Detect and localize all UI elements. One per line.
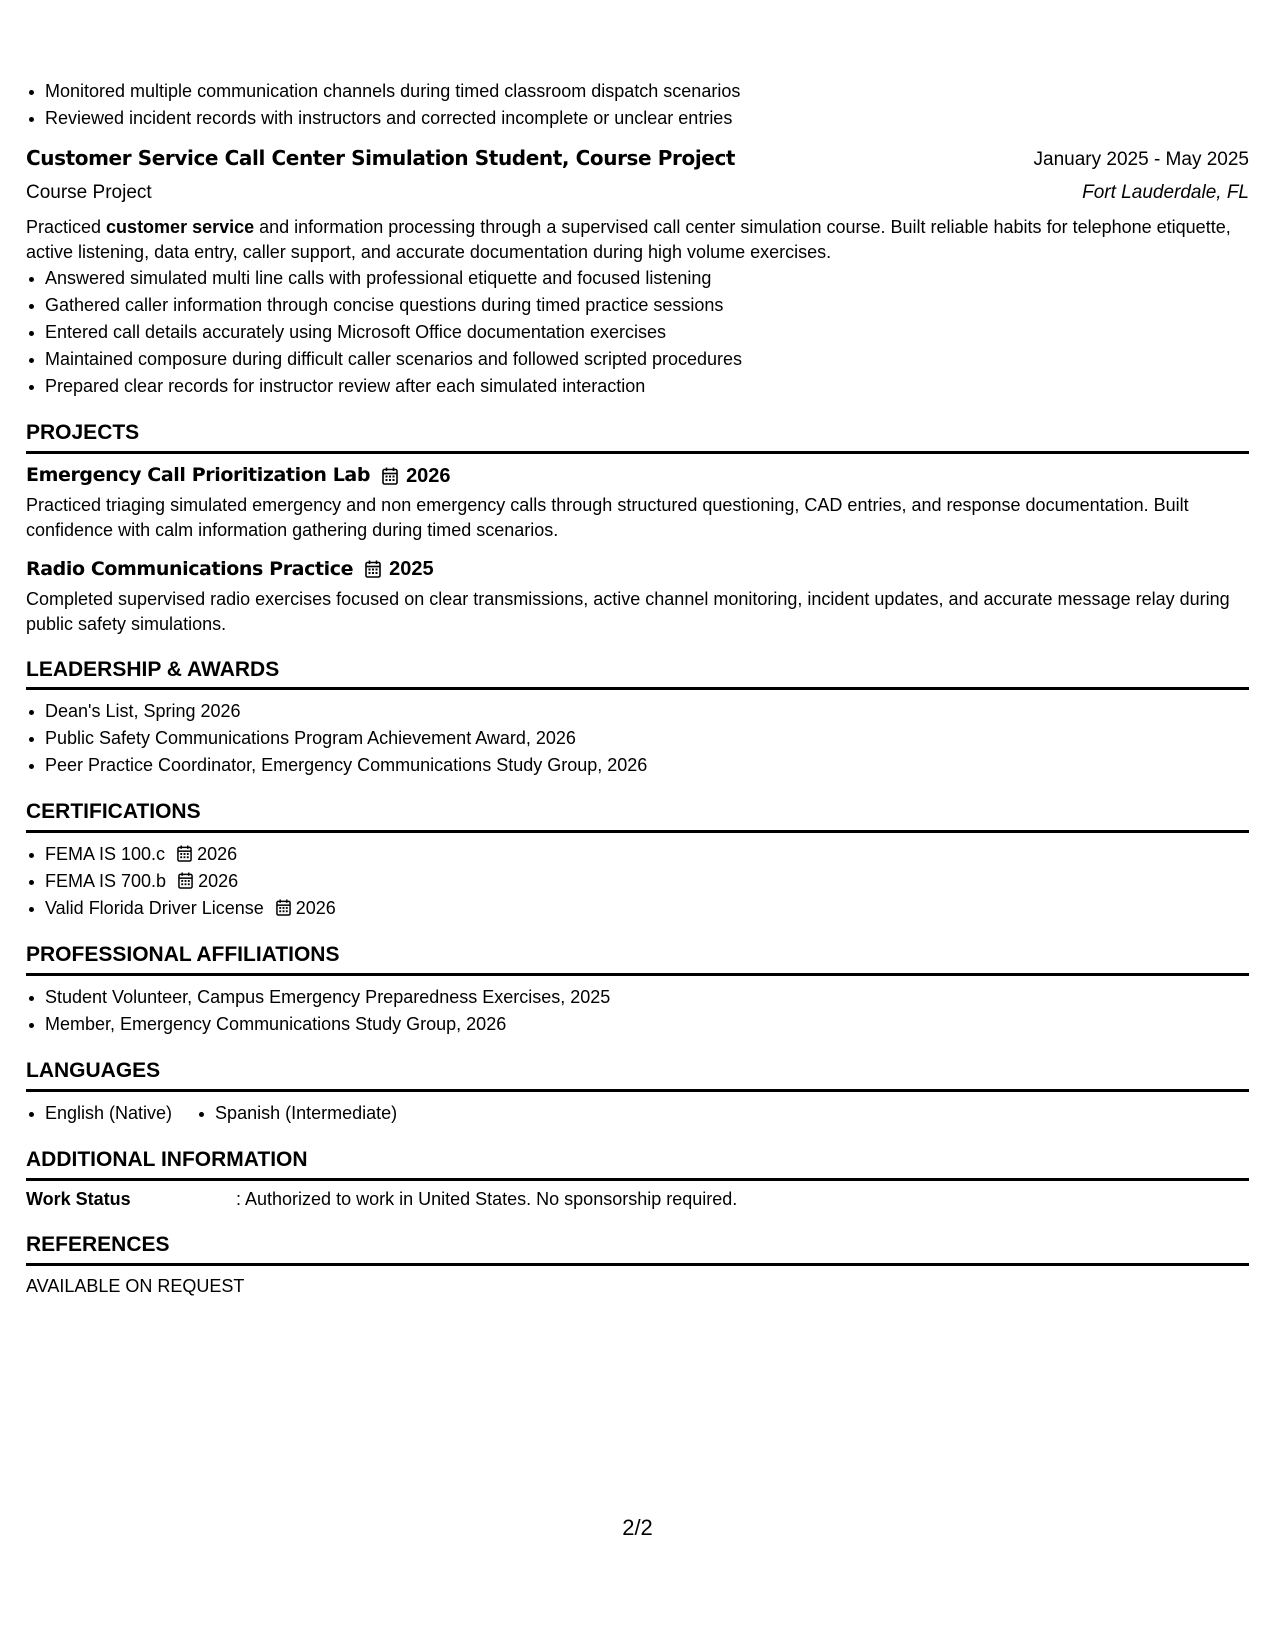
section-heading-certifications: CERTIFICATIONS bbox=[26, 797, 1249, 833]
leadership-list bbox=[26, 698, 1249, 779]
certification-year: 2026 bbox=[197, 844, 238, 865]
project-name: Radio Communications Practice bbox=[26, 557, 354, 580]
list-item: Student Volunteer, Campus Emergency Preparedness Exercises, 2025 bbox=[26, 984, 1249, 1011]
list-item: Peer Practice Coordinator, Emergency Communications Study Group, 2026 bbox=[26, 752, 1249, 779]
job-organization: Course Project bbox=[26, 181, 152, 203]
affiliations-list bbox=[26, 984, 1249, 1038]
work-status-value: : Authorized to work in United States. No sponsorship required. bbox=[236, 1188, 738, 1209]
section-heading-languages: LANGUAGES bbox=[26, 1056, 1249, 1092]
job-subheader bbox=[26, 180, 1249, 207]
list-item: English (Native) bbox=[26, 1100, 172, 1127]
references-text: AVAILABLE ON REQUEST bbox=[26, 1275, 245, 1296]
languages-list bbox=[26, 1100, 1249, 1127]
section-heading-leadership: LEADERSHIP & AWARDS bbox=[26, 655, 1249, 691]
job-dates: January 2025 - May 2025 bbox=[1033, 149, 1249, 170]
project-name: Emergency Call Prioritization Lab bbox=[26, 464, 371, 487]
job-summary bbox=[26, 215, 1249, 265]
project-header bbox=[26, 555, 1249, 583]
project-description: Completed supervised radio exercises focused on clear transmissions, active channel monitoring, incident updates, and accurate message relay during public safety simulations. bbox=[26, 588, 1230, 634]
calendar-icon bbox=[178, 870, 193, 887]
list-item: Public Safety Communications Program Achievement Award, 2026 bbox=[26, 725, 1249, 752]
list-item: Answered simulated multi line calls with professional etiquette and focused listening bbox=[26, 265, 1249, 292]
list-item: Dean's List, Spring 2026 bbox=[26, 698, 1249, 725]
certification-name: FEMA IS 700.b bbox=[45, 871, 167, 892]
section-heading-additional-information: ADDITIONAL INFORMATION bbox=[26, 1145, 1249, 1181]
list-item: Reviewed incident records with instructors and corrected incomplete or unclear entries bbox=[26, 105, 1249, 132]
calendar-icon bbox=[382, 467, 398, 485]
calendar-icon bbox=[276, 897, 291, 914]
page-number: 2/2 bbox=[622, 1515, 653, 1540]
job-summary-prefix: Practiced bbox=[26, 216, 107, 237]
list-item: Maintained composure during difficult caller scenarios and followed scripted procedures bbox=[26, 346, 1249, 373]
list-item: Spanish (Intermediate) bbox=[196, 1100, 397, 1127]
certification-name: FEMA IS 100.c bbox=[45, 844, 166, 865]
work-status-label: Work Status bbox=[26, 1188, 131, 1209]
list-item: Member, Emergency Communications Study Group, 2026 bbox=[26, 1011, 1249, 1038]
job-title: Customer Service Call Center Simulation Student, Course Project bbox=[26, 146, 736, 170]
certification-year: 2026 bbox=[198, 871, 239, 892]
section-heading-affiliations: PROFESSIONAL AFFILIATIONS bbox=[26, 940, 1249, 976]
list-item: Gathered caller information through concise questions during timed practice sessions bbox=[26, 292, 1249, 319]
section-heading-projects: PROJECTS bbox=[26, 418, 1249, 454]
previous-job-bullets bbox=[26, 78, 1249, 132]
certification-year: 2026 bbox=[295, 898, 336, 919]
list-item bbox=[26, 868, 1249, 895]
list-item: Monitored multiple communication channels during timed classroom dispatch scenarios bbox=[26, 78, 1249, 105]
section-heading-references: REFERENCES bbox=[26, 1230, 1249, 1266]
list-item: Entered call details accurately using Microsoft Office documentation exercises bbox=[26, 319, 1249, 346]
job-summary-suffix: and information processing through a supervised call center simulation course. Built reliable habits for telephone etiquette, active listening, data entry, caller support, and accurate documentation during high volume exercises. bbox=[26, 216, 1231, 262]
project-description: Practiced triaging simulated emergency and non emergency calls through structured questioning, CAD entries, and response documentation. Built confidence with calm information gathering during timed scenarios. bbox=[26, 495, 1189, 541]
job-bullets bbox=[26, 265, 1249, 400]
list-item bbox=[26, 895, 1249, 922]
certification-name: Valid Florida Driver License bbox=[45, 898, 264, 919]
project-year: 2025 bbox=[389, 558, 434, 581]
work-status-row bbox=[26, 1187, 1249, 1213]
list-item: Prepared clear records for instructor review after each simulated interaction bbox=[26, 373, 1249, 400]
resume-page bbox=[26, 78, 1249, 1300]
project-year: 2026 bbox=[406, 464, 451, 487]
calendar-icon bbox=[177, 843, 192, 860]
job-entry bbox=[26, 144, 1249, 400]
project-header bbox=[26, 462, 1249, 490]
job-location: Fort Lauderdale, FL bbox=[1082, 181, 1249, 203]
calendar-icon bbox=[365, 560, 381, 578]
job-header bbox=[26, 144, 1249, 174]
certifications-list bbox=[26, 841, 1249, 922]
list-item bbox=[26, 841, 1249, 868]
job-summary-keyword: customer service bbox=[106, 216, 255, 237]
